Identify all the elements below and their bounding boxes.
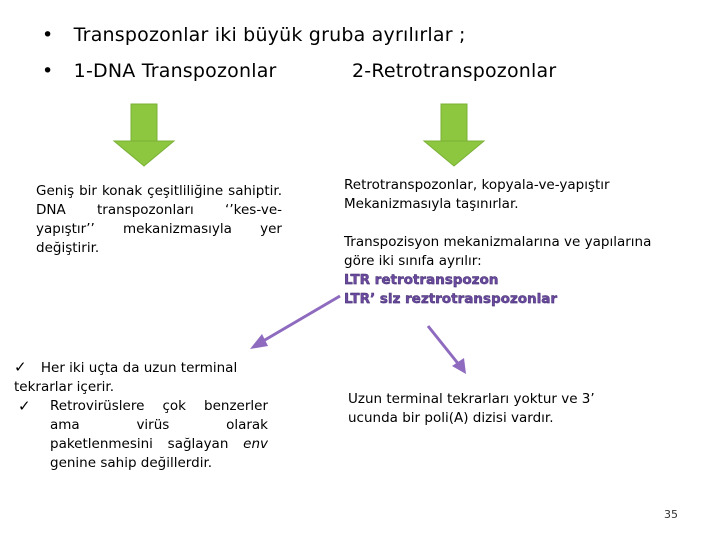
dna-list [14, 358, 268, 473]
retro-line: göre iki sınıfa ayrılır: [344, 253, 482, 269]
bullet: • [42, 24, 54, 46]
purple-arrow-left [250, 296, 340, 349]
list-item [14, 397, 268, 473]
list-item [14, 358, 268, 397]
check-icon: ✓ [18, 397, 31, 415]
ltr-retrotransposon-label: LTR retrotranspozon [344, 272, 499, 288]
purple-arrow-right [428, 326, 466, 374]
page-number: 35 [664, 508, 678, 521]
green-down-arrow-left [114, 104, 174, 166]
retro-line: Retrotranspozonlar, kopyala-ve-yapıştır [344, 177, 610, 193]
header-title: Transpozonlar iki büyük gruba ayrılırlar ; [73, 24, 466, 46]
non-ltr-description: Uzun terminal tekrarları yoktur ve 3’ ucunda bir poli(A) dizisi vardır. [348, 391, 595, 426]
list-item-text: Retrovirüslere çok benzerler ama virüs olarak paketlenmesini sağlayan env genine sahip değillerdir. [50, 398, 268, 471]
check-icon: ✓ [14, 358, 27, 376]
retro-line: Mekanizmasıyla taşınırlar. [344, 196, 519, 212]
retro-heading: 2-Retrotranspozonlar [352, 60, 557, 82]
retro-line: Transpozisyon mekanizmalarına ve yapılarına [344, 234, 652, 250]
retro-description [344, 176, 684, 309]
green-down-arrow-right [424, 104, 484, 166]
dna-transposon-heading: 1-DNA Transpozonlar [73, 60, 277, 82]
list-item-text: Her iki uçta da uzun terminal tekrarlar içerir. [14, 360, 238, 395]
non-ltr-retrotransposon-label: LTR’ siz reztrotranspozonlar [344, 291, 558, 307]
bullet: • [42, 60, 54, 82]
dna-description: Geniş bir konak çeşitliliğine sahiptir. DNA transpozonları ‘’kes-ve-yapıştır’’ mekanizmasıyla yer değiştirir. [36, 183, 282, 256]
